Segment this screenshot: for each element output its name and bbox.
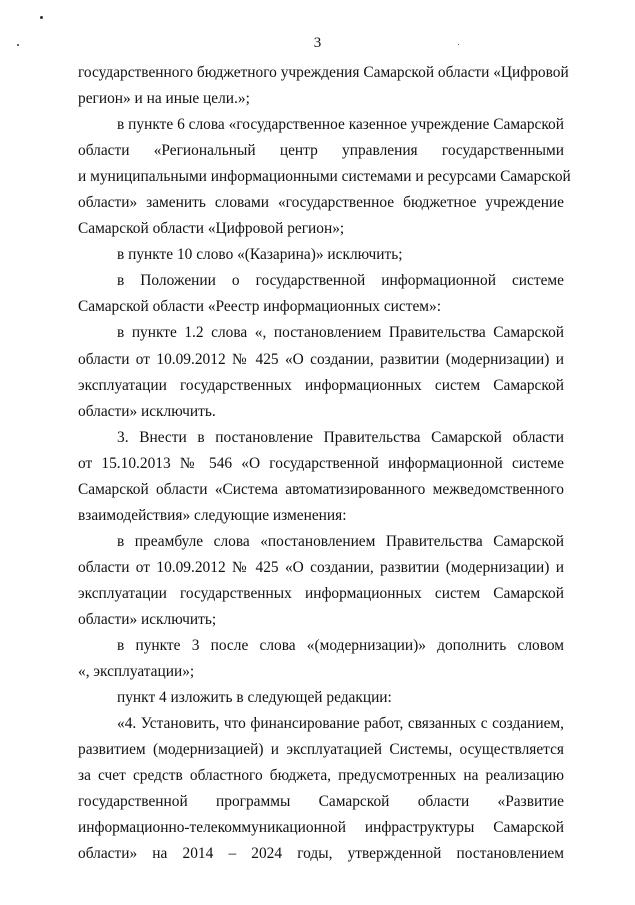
text-line: в пункте 3 после слова «(модернизации)» дополнить словом [117,637,564,655]
text-line: области «Региональный центр управления государственными [78,142,564,160]
text-line: 3. Внести в постановление Правительства Самарской области [117,428,564,446]
text-line: эксплуатации государственных информационных систем Самарской [78,584,564,602]
text-line: государственной программы Самарской области «Развитие [78,793,564,811]
scan-speck [40,16,43,19]
text-line: от 15.10.2013 № 546 «О государственной информационной системе [78,454,564,472]
text-line: взаимодействия» следующие изменения: [78,506,347,524]
text-line: «4. Установить, что финансирование работ, связанных с созданием, [117,715,564,733]
text-line: в Положении о государственной информационной системе [117,272,564,290]
text-line: Самарской области «Система автоматизированного межведомственного [78,480,564,498]
text-line: Самарской области «Реестр информационных систем»: [78,298,442,316]
document-body [78,62,571,869]
page-number: 3 [313,35,322,51]
text-line: и муниципальными информационными системами и ресурсами Самарской [78,168,571,186]
text-line: области от 10.09.2012 № 425 «О создании, развитии (модернизации) и [78,558,564,576]
text-line: в пункте 6 слова «государственное казенное учреждение Самарской [117,116,564,134]
text-line: области» заменить словами «государственное бюджетное учреждение [78,194,564,212]
text-line: области от 10.09.2012 № 425 «О создании, развитии (модернизации) и [78,350,564,368]
text-line: «, эксплуатации»; [78,663,195,681]
text-line: эксплуатации государственных информационных систем Самарской [78,376,564,394]
text-line: области» на 2014 – 2024 годы, утвержденной постановлением [78,845,564,863]
text-line: государственного бюджетного учреждения Самарской области «Цифровой [78,64,569,81]
text-line: информационно-телекоммуникационной инфраструктуры Самарской [78,819,564,837]
text-line: области» исключить. [78,402,216,420]
text-line: за счет средств областного бюджета, предусмотренных на реализацию [78,767,564,785]
text-line: в пункте 10 слово «(Казарина)» исключить; [117,246,403,264]
text-line: регион» и на иные цели.»; [78,90,250,108]
text-line: в преамбуле слова «постановлением Правительства Самарской [117,532,564,550]
text-line: развитием (модернизацией) и эксплуатацией Системы, осуществляется [78,741,564,759]
text-line: в пункте 1.2 слова «, постановлением Правительства Самарской [117,324,564,342]
text-line: Самарской области «Цифровой регион»; [78,220,345,238]
text-line: области» исключить; [78,610,217,628]
text-line: пункт 4 изложить в следующей редакции: [117,689,392,707]
